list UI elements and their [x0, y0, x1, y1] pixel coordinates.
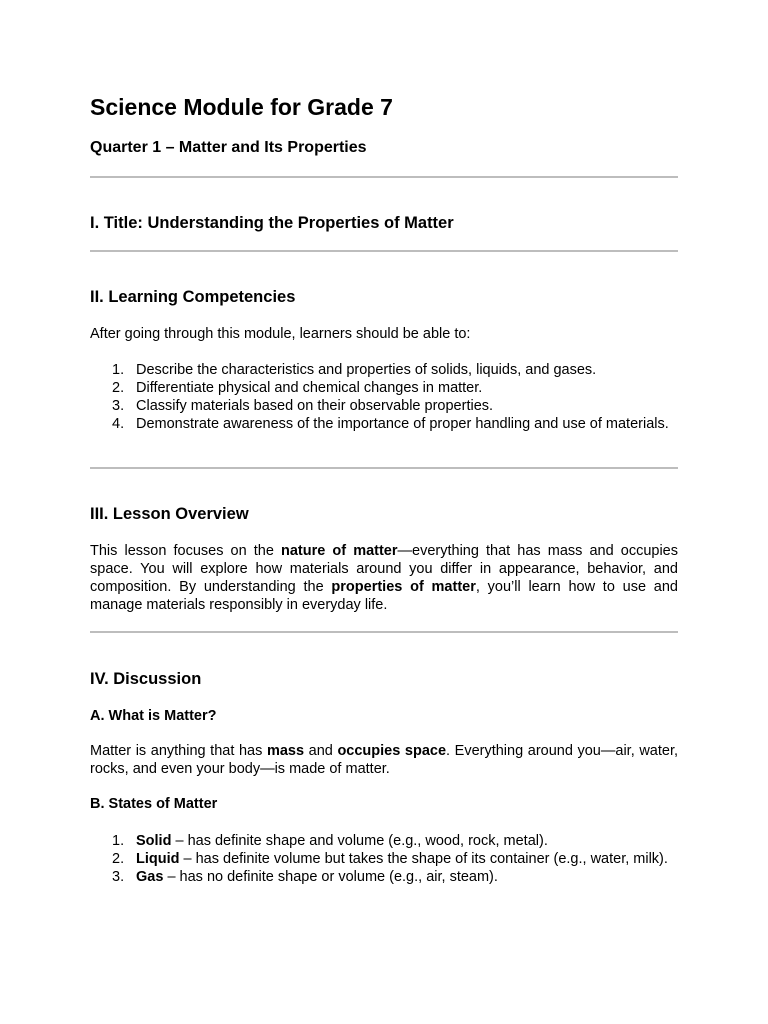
list-item	[90, 868, 678, 886]
divider	[90, 250, 678, 252]
section-discussion-heading: IV. Discussion	[90, 670, 202, 688]
list-item	[90, 379, 678, 397]
text-run: —everything that has mass and occupies space. You will explore how materials around you differ in appearance, behavior, and composition. By understanding the	[90, 543, 678, 595]
list-item-text: Describe the characteristics and properties of solids, liquids, and gases.	[136, 362, 597, 378]
state-description: – has no definite shape or volume (e.g., air, steam).	[163, 869, 498, 885]
state-description: – has definite volume but takes the shape of its container (e.g., water, milk).	[179, 851, 668, 867]
state-description: – has definite shape and volume (e.g., wood, rock, metal).	[171, 833, 548, 849]
overview-paragraph	[90, 542, 678, 614]
page-subtitle: Quarter 1 – Matter and Its Properties	[90, 139, 367, 156]
emphasis-text: occupies space	[337, 743, 447, 759]
page-title: Science Module for Grade 7	[90, 94, 393, 120]
state-term: Liquid	[136, 851, 180, 867]
text-run: , you’ll learn how to use and manage materials responsibly in everyday life.	[90, 579, 678, 613]
list-item	[90, 361, 678, 379]
list-number: 3.	[112, 869, 125, 885]
emphasis-text: nature of matter	[281, 543, 398, 559]
state-term: Gas	[136, 869, 164, 885]
section-competencies-heading: II. Learning Competencies	[90, 288, 296, 306]
list-item-text: Classify materials based on their observable properties.	[136, 398, 494, 414]
text-run: Matter is anything that has	[90, 743, 267, 759]
text-run: . Everything around you—air, water, rocks, and even your body—is made of matter.	[90, 743, 679, 777]
text-run: and	[304, 743, 338, 759]
emphasis-text: mass	[266, 743, 305, 759]
list-item	[90, 832, 678, 850]
list-number: 4.	[112, 416, 125, 432]
states-list	[90, 832, 678, 886]
divider	[90, 176, 678, 178]
subsection-states-heading: B. States of Matter	[90, 796, 218, 812]
what-is-matter-paragraph	[90, 742, 678, 778]
state-term: Solid	[136, 833, 172, 849]
text-run: This lesson focuses on the	[90, 543, 282, 559]
competencies-intro: After going through this module, learners should be able to:	[90, 326, 471, 342]
list-item-text: Differentiate physical and chemical changes in matter.	[136, 380, 483, 396]
emphasis-text: properties of matter	[331, 579, 476, 595]
list-number: 3.	[112, 398, 125, 414]
list-number: 1.	[112, 362, 125, 378]
competencies-list	[90, 361, 678, 433]
section-title-heading: I. Title: Understanding the Properties of Matter	[90, 214, 454, 232]
list-number: 2.	[112, 380, 125, 396]
subsection-what-is-matter-heading: A. What is Matter?	[90, 708, 217, 724]
list-number: 2.	[112, 851, 125, 867]
list-number: 1.	[112, 833, 125, 849]
list-item-text: Demonstrate awareness of the importance of proper handling and use of materials.	[136, 416, 669, 432]
list-item	[90, 397, 678, 415]
list-item	[90, 850, 678, 868]
section-overview-heading: III. Lesson Overview	[90, 505, 249, 523]
list-item	[90, 415, 678, 433]
divider	[90, 467, 678, 469]
divider	[90, 631, 678, 633]
